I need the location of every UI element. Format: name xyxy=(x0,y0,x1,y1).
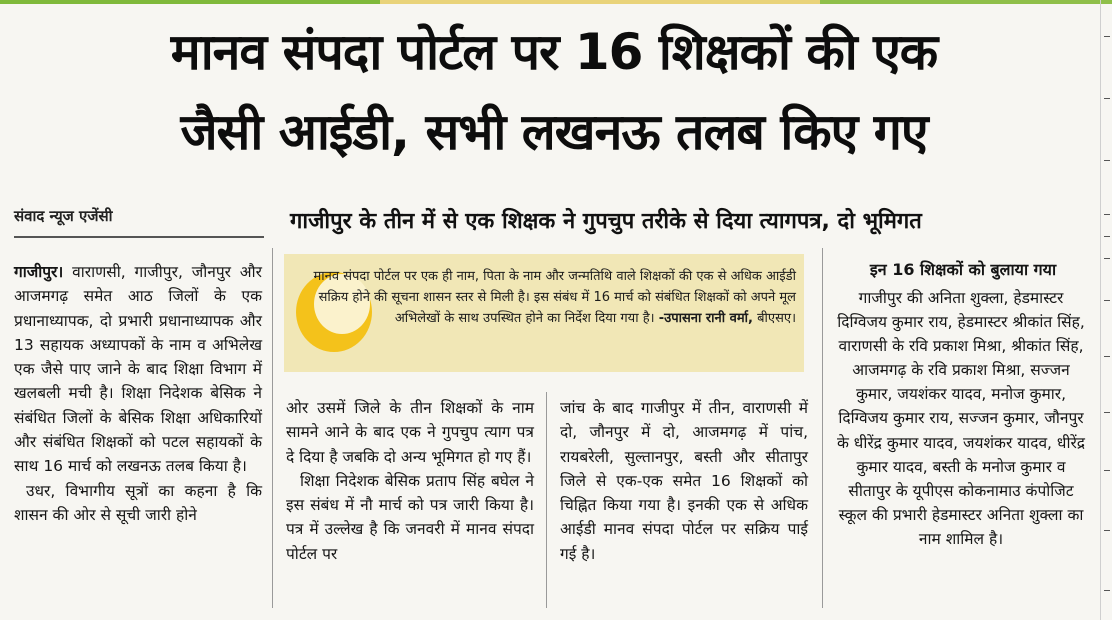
column-1-paragraph-1 xyxy=(14,260,262,479)
byline-divider xyxy=(14,236,264,238)
top-color-bar xyxy=(0,0,1112,4)
sidebar-heading: इन 16 शिक्षकों को बुलाया गया xyxy=(869,260,1057,279)
column-divider xyxy=(822,248,823,608)
column-2-paragraph-2: शिक्षा निदेशक बेसिक प्रताप सिंह बघेल ने इस संबंध में नौ मार्च को पत्र जारी किया है। पत्र में उल्लेख है कि जनवरी में मानव संपदा पोर्टल पर xyxy=(286,471,534,563)
top-bar-segment xyxy=(0,0,380,4)
column-divider xyxy=(272,248,273,608)
column-2-paragraph-1: ओर उसमें जिले के तीन शिक्षकों के नाम सामने आने के बाद एक ने गुपचुप त्याग पत्र दे दिया है जबकि दो अन्य भूमिगत हो गए हैं। xyxy=(286,399,534,466)
pullquote-author: -उपासना रानी वर्मा, xyxy=(658,311,753,326)
column-1-text: वाराणसी, गाजीपुर, जौनपुर और आजमगढ़ समेत आठ जिलों के एक प्रधानाध्यापक, दो प्रभारी प्रधानाध्यापक और 13 सहायक अध्यापकों के नाम व अभिलेख एक जैसे पाए जाने के बाद शिक्षा विभाग में खलबली मची है। शिक्षा निदेशक बेसिक ने संबंधित जिलों के बेसिक शिक्षा अधिकारियों और संबंधित शिक्षकों को पटल सहायकों के साथ 16 मार्च को लखनऊ तलब किया है। xyxy=(14,263,262,476)
headline-line-2: जैसी आईडी, सभी लखनऊ तलब किए गए xyxy=(180,103,928,161)
article-column-2 xyxy=(286,396,534,566)
dateline: गाजीपुर। xyxy=(14,263,64,281)
column-divider xyxy=(546,392,547,608)
article-column-1 xyxy=(14,260,262,527)
top-bar-segment xyxy=(820,0,1112,4)
column-3-paragraph-1: जांच के बाद गाजीपुर में तीन, वाराणसी में दो, जौनपुर में दो, आजमगढ़ में पांच, रायबरेली, सुल्तानपुर, बस्ती और सीतापुर जिले से एक-एक समेत 16 शिक्षकों को चिह्नित किया गया है। इनकी एक से अधिक आईडी मानव संपदा पोर्टल पर सक्रिय पाई गई है। xyxy=(560,399,808,563)
article-column-3 xyxy=(560,396,808,566)
pullquote-text xyxy=(300,266,796,329)
page-edge xyxy=(1100,0,1112,620)
byline: संवाद न्यूज एजेंसी xyxy=(14,207,113,225)
pullquote-designation: बीएसए। xyxy=(757,311,796,326)
headline-line-1: मानव संपदा पोर्टल पर 16 शिक्षकों की एक xyxy=(170,23,938,81)
pullquote-body: मानव संपदा पोर्टल पर एक ही नाम, पिता के नाम और जन्मतिथि वाले शिक्षकों की एक से अधिक आईडी सक्रिय होने की सूचना शासन स्तर से मिली है। इस संबंध में 16 मार्च को संबंधित शिक्षकों को अपने मूल अभिलेखों के साथ उपस्थित होने का निर्देश दिया गया है। xyxy=(313,269,796,326)
sidebar-body: गाजीपुर की अनिता शुक्ला, हेडमास्टर दिग्विजय कुमार राय, हेडमास्टर श्रीकांत सिंह, वाराणसी के रवि प्रकाश मिश्रा, श्रीकांत सिंह, आजमगढ़ के रवि प्रकाश मिश्रा, सज्जन कुमार, जयशंकर यादव, मनोज कुमार, दिग्विजय कुमार राय, सज्जन कुमार, जौनपुर के धीरेंद्र कुमार यादव, जयशंकर यादव, धीरेंद्र कुमार यादव, बस्ती के मनोज कुमार व सीतापुर के यूपीएस कोकनामाउ कंपोजिट स्कूल की प्रभारी हेडमास्टर अनिता शुक्ला का नाम शामिल है। xyxy=(836,289,1086,548)
sidebar-list xyxy=(836,286,1086,551)
subheadline: गाजीपुर के तीन में से एक शिक्षक ने गुपचुप तरीके से दिया त्यागपत्र, दो भूमिगत xyxy=(290,209,922,234)
column-1-paragraph-2: उधर, विभागीय सूत्रों का कहना है कि शासन की ओर से सूची जारी होने xyxy=(14,481,262,524)
headline xyxy=(14,12,1094,172)
top-bar-segment xyxy=(380,0,820,4)
